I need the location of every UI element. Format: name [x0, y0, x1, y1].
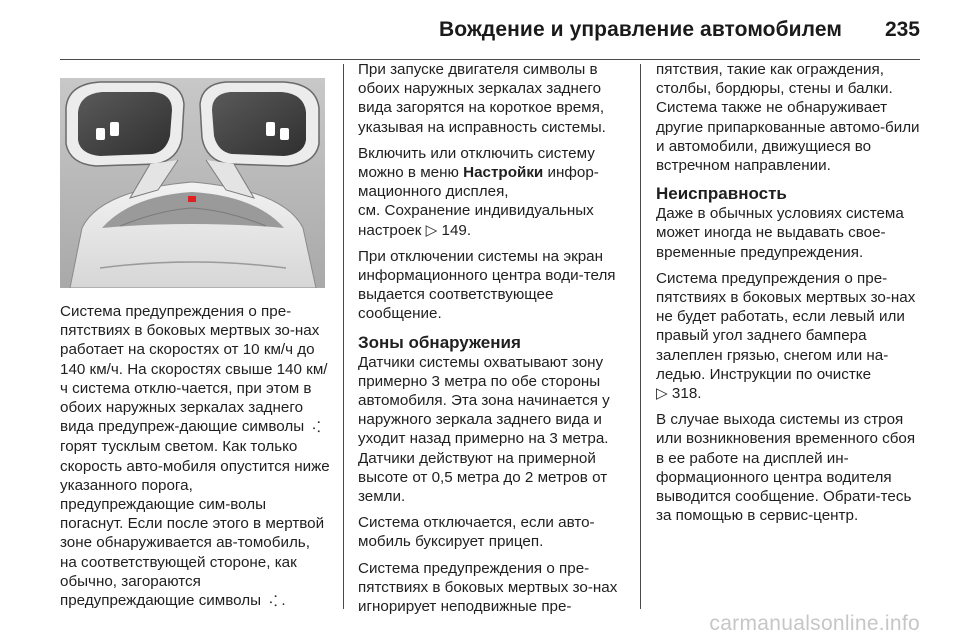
watermark: carmanualsonline.info	[709, 612, 920, 635]
column-divider-2	[640, 64, 641, 609]
chapter-title: Вождение и управление автомобилем	[439, 18, 842, 41]
text: .	[281, 592, 286, 610]
text: см. Сохранение индивидуальных настроек	[358, 202, 594, 239]
paragraph-bumper	[656, 269, 926, 403]
page-reference-318[interactable]: 318.	[671, 385, 702, 403]
paragraph-detection-zones: Датчики системы охватывают зону примерно 3 метра по обе стороны автомобиля. Эта зона начинается у наружного зеркала заднего вида и уходит назад примерно на 3 метра. Датчики действуют на примерной высоте от 0,5 метра до 2 метров от земли.	[358, 353, 610, 506]
text: Система предупреждения о пре-пятствиях в боковых мертвых зо-нах работает на скоростях от 10 км/ч до 140 км/ч. На скоростях свыше 140 км/ч система отклю-чается, при этом в обоих наружных зеркалах заднего вида предупреж-дающие символы	[60, 303, 328, 436]
paragraph-obstacles: пятствия, такие как ограждения, столбы, бордюры, стены и балки. Система также не обнаруживает другие припаркованные автомо-били и автомобили, движущиеся во встречном направлении.	[656, 61, 920, 175]
page-reference-arrow-icon: ▷	[425, 221, 438, 239]
blind-spot-warning-icon: ⠠⡁	[308, 421, 325, 434]
settings-menu-name: Настройки	[463, 164, 544, 182]
column-2	[358, 60, 626, 623]
text: инфор-мационного дисплея,	[358, 164, 599, 201]
page-number: 235	[884, 18, 920, 41]
paragraph-fault-warnings: Даже в обычных условиях система может иногда не выдавать свое-временные предупреждения.	[656, 205, 904, 261]
column-3	[656, 60, 926, 532]
paragraph-startup: При запуске двигателя символы в обоих наружных зеркалах заднего вида загорятся на короткое время, указывая на исправность системы.	[358, 61, 606, 136]
paragraph-trailer: Система отключается, если авто-мобиль буксирует прицеп.	[358, 514, 595, 551]
mirror-illustration	[60, 78, 325, 288]
text: Включить или отключить систему можно в меню	[358, 144, 595, 182]
paragraph-settings	[358, 144, 626, 240]
page-header	[0, 0, 960, 58]
column-1	[60, 302, 330, 618]
column-divider-1	[343, 64, 344, 609]
page-reference-arrow-icon: ▷	[656, 385, 668, 403]
paragraph-speed-range	[60, 302, 330, 611]
blind-spot-warning-icon: ⠠⡁	[265, 595, 282, 608]
heading-fault: Неисправность	[656, 184, 787, 204]
car-rear-view-image	[60, 78, 325, 288]
paragraph-stationary: Система предупреждения о пре-пятствиях в боковых мертвых зо-нах игнорирует неподвижные пре-	[358, 559, 618, 616]
text: горят тусклым светом. Как только скорость авто-мобиля опустится ниже указанного порога, предупреждающие сим-волы погаснут. Если после этого в мертвой зоне обнаруживается ав-томобиль, на соответствующей стороне, как обычно, загораются предупреждающие символы	[60, 438, 330, 610]
paragraph-disable-message: При отключении системы на экран информационного центра води-теля выдается соответствующее сообщение.	[358, 247, 616, 323]
text: Система предупреждения о пре-пятствиях в боковых мертвых зо-нах не будет работать, если левый или правый угол заднего бампера залеплен грязью, снегом или на-ледью. Инструкции по очистке	[656, 269, 916, 383]
paragraph-service: В случае выхода системы из строя или возникновения временного сбоя в ее работе на дисплей ин-формационного центра водителя выводится сообщение. Обрати-тесь за помощью в сервис-центр.	[656, 411, 916, 525]
page-reference-149[interactable]: 149.	[441, 221, 472, 239]
heading-detection-zones: Зоны обнаружения	[358, 332, 521, 352]
